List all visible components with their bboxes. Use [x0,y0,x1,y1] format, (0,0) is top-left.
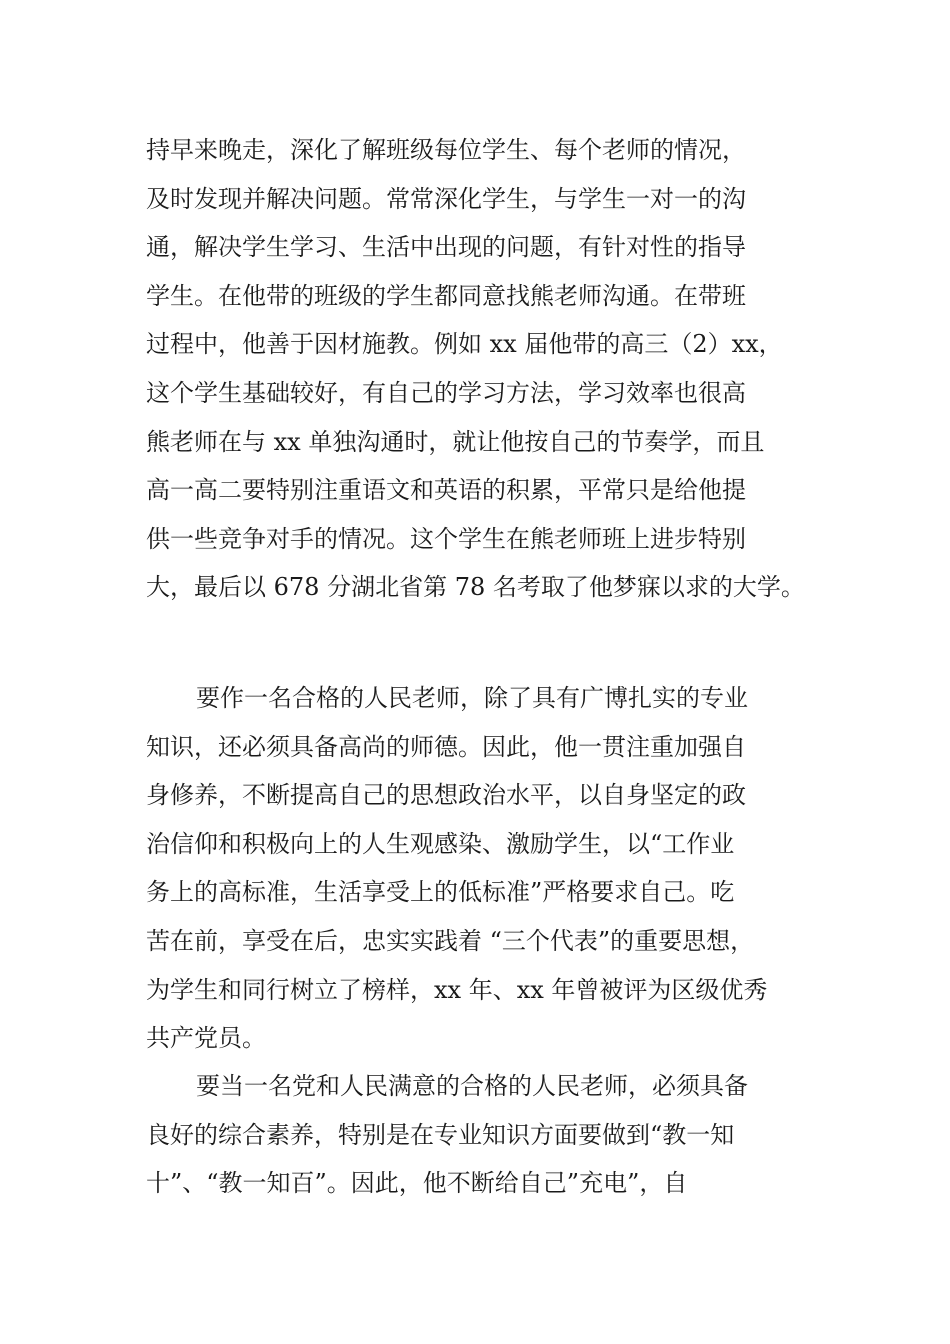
text-line: 及时发现并解决问题。常常深化学生，与学生一对一的沟 [146,184,746,213]
paragraph-1 [146,126,826,612]
text-line: 身修养，不断提高自己的思想政治水平，以自身坚定的政 [146,781,746,810]
text-line: 务上的高标准，生活享受上的低标准”严格要求自己。吃 [146,878,735,907]
text-line: 十”、“教一知百”。因此，他不断给自己”充电”，自 [146,1169,688,1198]
text-line: 要当一名党和人民满意的合格的人民老师，必须具备 [196,1072,748,1100]
text-line: 供一些竞争对手的情况。这个学生在熊老师班上进步特别 [146,524,746,553]
text-line: 通，解决学生学习、生活中出现的问题，有针对性的指导 [146,233,746,262]
text-line: 过程中，他善于因材施教。例如 xx 届他带的高三（2）xx， [146,330,783,359]
text-line: 大，最后以 678 分湖北省第 78 名考取了他梦寐以求的大学。 [146,573,805,602]
text-line: 熊老师在与 xx 单独沟通时，就让他按自己的节奏学，而且 [146,427,765,456]
paragraph-3 [146,1062,826,1208]
text-line: 要作一名合格的人民老师，除了具有广博扎实的专业 [196,684,748,712]
text-line: 为学生和同行树立了榜样，xx 年、xx 年曾被评为区级优秀 [146,975,768,1004]
text-line: 知识，还必须具备高尚的师德。因此，他一贯注重加强自 [146,732,746,761]
text-line: 共产党员。 [146,1024,266,1053]
text-line: 苦在前，享受在后，忠实实践着 “三个代表”的重要思想， [146,926,755,955]
paragraph-2 [146,674,826,1063]
text-line: 持早来晚走，深化了解班级每位学生、每个老师的情况， [146,136,746,164]
text-line: 良好的综合素养，特别是在专业知识方面要做到“教一知 [146,1120,735,1149]
text-line: 学生。在他带的班级的学生都同意找熊老师沟通。在带班 [146,281,746,310]
text-line: 治信仰和积极向上的人生观感染、激励学生，以“工作业 [146,829,735,858]
text-line: 高一高二要特别注重语文和英语的积累，平常只是给他提 [146,476,746,505]
text-line: 这个学生基础较好，有自己的学习方法，学习效率也很高 [146,378,746,407]
